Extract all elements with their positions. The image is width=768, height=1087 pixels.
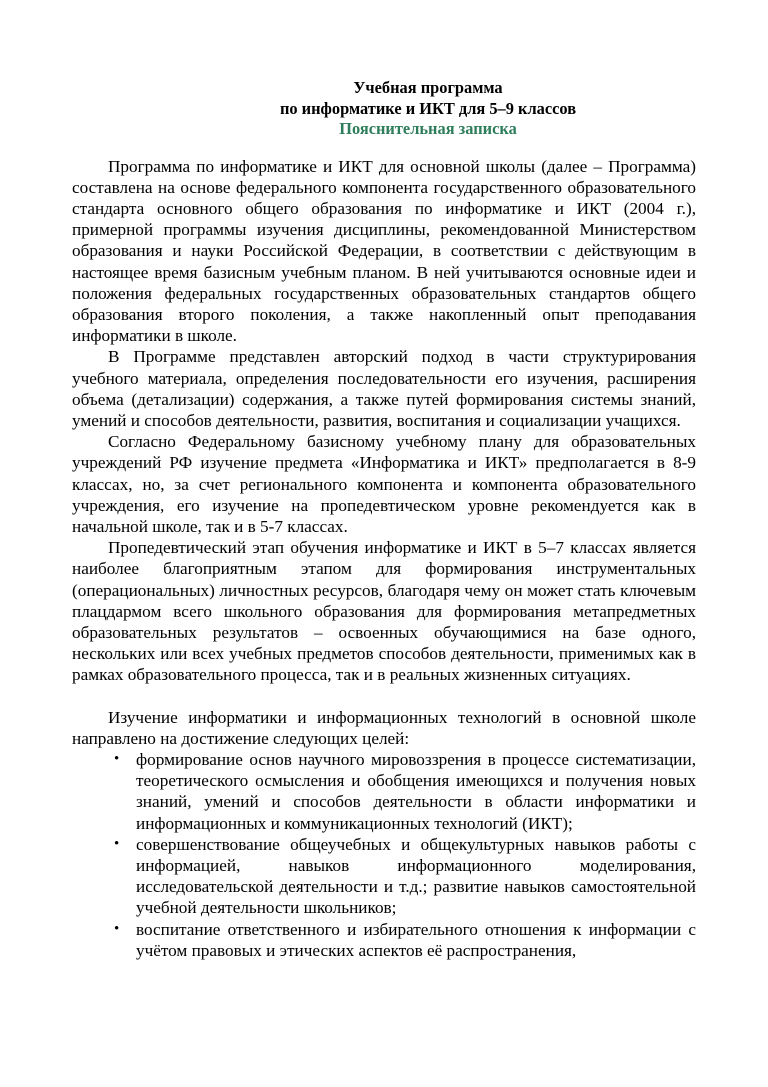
document-title: Учебная программа xyxy=(353,78,503,97)
document-title-subject: по информатике и ИКТ для 5–9 классов xyxy=(279,98,577,118)
list-item xyxy=(114,919,696,961)
goal-text: формирование основ научного мировоззрения в процессе систематизации, теоретического осмысления и обобщения имеющихся и получения новых знаний, умений и способов деятельности в области информатики и информационных и коммуникационных технологий (ИКТ); xyxy=(136,749,696,833)
paragraph-gap xyxy=(72,686,696,707)
goal-text: воспитание ответственного и избирательного отношения к информации с учётом правовых и этических аспектов её распространения, xyxy=(136,919,696,960)
bullet-icon: • xyxy=(114,750,120,767)
document-page xyxy=(72,78,696,961)
paragraph: Пропедевтический этап обучения информатике и ИКТ в 5–7 классах является наиболее благоприятным этапом для формирования инструментальных (операциональных) личностных ресурсов, благодаря чему он может стать ключевым плацдармом всего школьного образования для формирования метапредметных образовательных результатов – освоенных обучающимися на базе одного, нескольких или всех учебных предметов способов деятельности, применимых как в рамках образовательного процесса, так и в реальных жизненных ситуациях. xyxy=(72,538,696,685)
section-subtitle: Пояснительная записка xyxy=(339,119,517,138)
paragraph: Программа по информатике и ИКТ для основной школы (далее – Программа) составлена на основе федерального компонента государственного образовательного стандарта основного общего образования по информатике и ИКТ (2004 г.), примерной программы изучения дисциплины, рекомендованной Министерством образования и науки Российской Федерации, в соответствии с действующим в настоящее время базисным учебным планом. В ней учитываются основные идеи и положения федеральных государственных образовательных стандартов общего образования второго поколения, а также накопленный опыт преподавания информатики в школе. xyxy=(72,156,696,346)
goals-list xyxy=(72,749,696,961)
title-block xyxy=(72,78,696,140)
bullet-icon: • xyxy=(114,835,120,852)
bullet-icon: • xyxy=(114,920,120,937)
paragraph: Согласно Федеральному базисному учебному плану для образовательных учреждений РФ изучение предмета «Информатика и ИКТ» предполагается в 8-9 классах, но, за счет регионального компонента и компонента образовательного учреждения, его изучение на пропедевтическом уровне рекомендуется как в начальной школе, так и в 5-7 классах. xyxy=(72,432,696,536)
goal-text: совершенствование общеучебных и общекультурных навыков работы с информацией, навыков информационного моделирования, исследовательской деятельности и т.д.; развитие навыков самостоятельной учебной деятельности школьников; xyxy=(136,834,696,918)
paragraph: В Программе представлен авторский подход в части структурирования учебного материала, определения последовательности его изучения, расширения объема (детализации) содержания, а также путей формирования системы знаний, умений и способов деятельности, развития, воспитания и социализации учащихся. xyxy=(72,347,696,430)
list-item xyxy=(114,749,696,834)
goals-intro: Изучение информатики и информационных технологий в основной школе направлено на достижение следующих целей: xyxy=(72,707,696,748)
list-item xyxy=(114,834,696,919)
